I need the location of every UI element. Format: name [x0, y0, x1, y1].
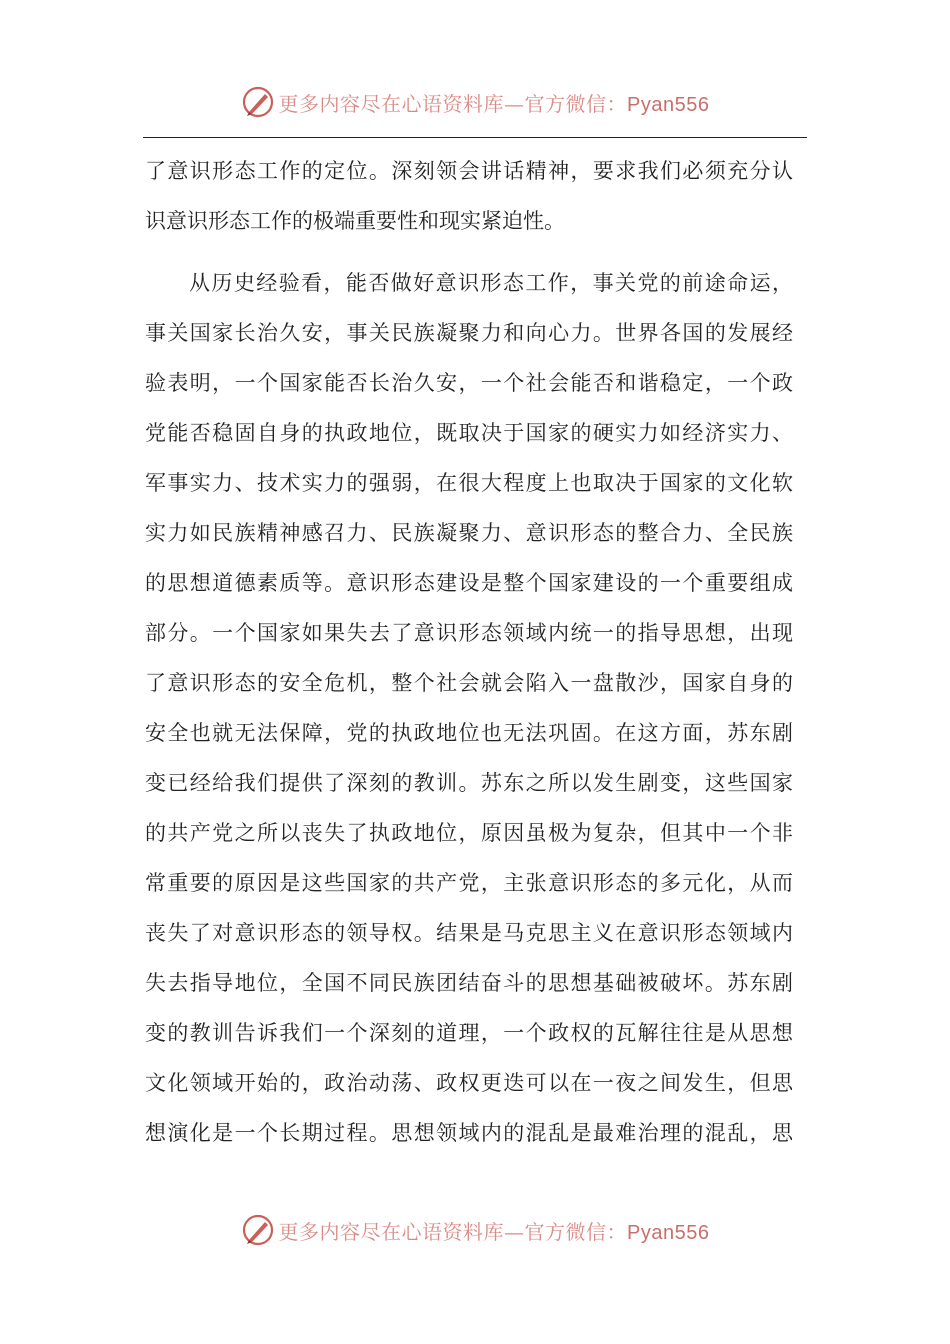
text-line: 常重要的原因是这些国家的共产党，主张意识形态的多元化，从而 [145, 871, 793, 895]
text-line: 变已经给我们提供了深刻的教训。苏东之所以发生剧变，这些国家 [145, 771, 793, 795]
paragraph-2 [145, 258, 793, 1158]
text-line: 军事实力、技术实力的强弱，在很大程度上也取决于国家的文化软 [145, 471, 793, 495]
header-banner-text: 更多内容尽在心语资料库—官方微信：Pyan556 [278, 91, 710, 116]
text-line: 安全也就无法保障，党的执政地位也无法巩固。在这方面，苏东剧 [145, 721, 793, 745]
text-line: 党能否稳固自身的执政地位，既取决于国家的硬实力如经济实力、 [145, 421, 793, 445]
text-line: 的共产党之所以丧失了执政地位，原因虽极为复杂，但其中一个非 [145, 821, 793, 845]
text-line: 部分。一个国家如果失去了意识形态领域内统一的指导思想，出现 [145, 621, 793, 645]
text-line: 文化领域开始的，政治动荡、政权更迭可以在一夜之间发生，但思 [145, 1071, 793, 1095]
text-line: 实力如民族精神感召力、民族凝聚力、意识形态的整合力、全民族 [145, 521, 793, 545]
text-line: 想演化是一个长期过程。思想领域内的混乱是最难治理的混乱，思 [145, 1121, 793, 1145]
footer-banner [0, 1210, 950, 1250]
text-line: 了意识形态工作的定位。深刻领会讲话精神，要求我们必须充分认 [145, 159, 793, 183]
footer-banner-text: 更多内容尽在心语资料库—官方微信：Pyan556 [278, 1219, 710, 1244]
text-line: 从历史经验看，能否做好意识形态工作，事关党的前途命运， [189, 271, 793, 295]
text-line: 失去指导地位，全国不同民族团结奋斗的思想基础被破坏。苏东剧 [145, 971, 793, 995]
text-line: 丧失了对意识形态的领导权。结果是马克思主义在意识形态领域内 [145, 921, 793, 945]
header-divider [143, 137, 807, 138]
text-line: 了意识形态的安全危机，整个社会就会陷入一盘散沙，国家自身的 [145, 671, 793, 695]
document-body [145, 146, 793, 1158]
pen-logo-icon [241, 85, 275, 119]
text-line: 的思想道德素质等。意识形态建设是整个国家建设的一个重要组成 [145, 571, 793, 595]
header-banner [0, 82, 950, 122]
paragraph-1 [145, 146, 793, 246]
pen-logo-icon [241, 1213, 275, 1247]
text-line: 变的教训告诉我们一个深刻的道理，一个政权的瓦解往往是从思想 [145, 1021, 793, 1045]
text-line: 验表明，一个国家能否长治久安，一个社会能否和谐稳定，一个政 [145, 371, 793, 395]
text-line: 识意识形态工作的极端重要性和现实紧迫性。 [145, 209, 565, 233]
text-line: 事关国家长治久安，事关民族凝聚力和向心力。世界各国的发展经 [145, 321, 793, 345]
